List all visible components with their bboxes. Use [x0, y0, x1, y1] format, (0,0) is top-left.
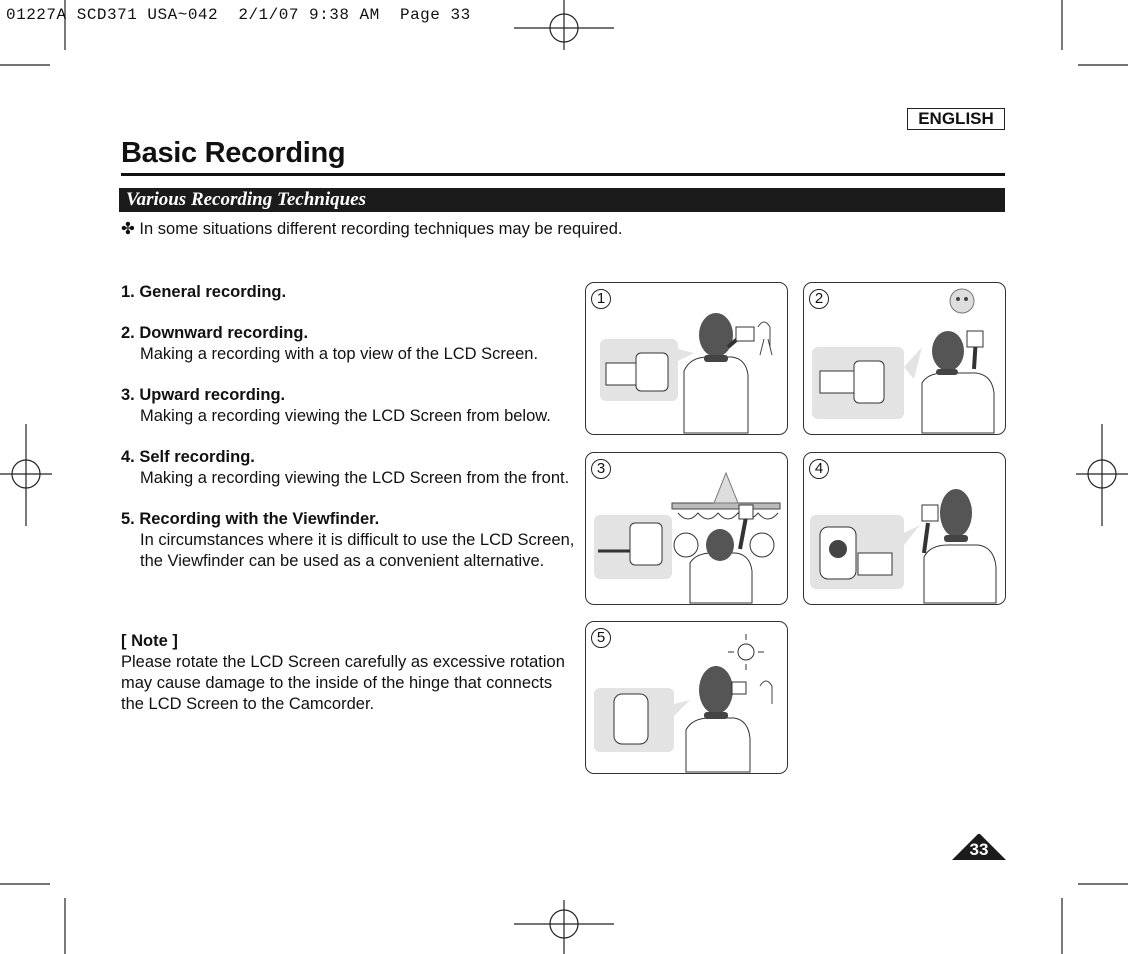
technique-desc: Making a recording viewing the LCD Screen from below. — [140, 407, 551, 425]
section-title: Various Recording Techniques — [126, 189, 367, 210]
section-bar — [119, 188, 1005, 212]
downward-recording-drawing — [804, 283, 1005, 434]
page-number: 33 — [969, 840, 989, 859]
illustration-number: 4 — [809, 459, 829, 479]
illustration-self — [803, 452, 1006, 605]
technique-heading: 2. Downward recording. — [121, 324, 309, 342]
bullet-icon: ✤ — [121, 220, 135, 238]
intro-line — [121, 219, 622, 239]
technique-item — [121, 447, 581, 489]
title-rule — [121, 173, 1005, 176]
note-line: may cause damage to the inside of the hinge that connects — [121, 674, 553, 692]
page-number-tab — [952, 834, 1006, 862]
illustration-number: 2 — [809, 289, 829, 309]
technique-heading: 4. Self recording. — [121, 448, 255, 466]
illustration-upward — [585, 452, 788, 605]
technique-heading: 3. Upward recording. — [121, 386, 286, 404]
technique-item — [121, 323, 581, 365]
illustration-viewfinder — [585, 621, 788, 774]
technique-list — [121, 282, 581, 592]
intro-text: In some situations different recording techniques may be required. — [139, 220, 623, 238]
illustration-general — [585, 282, 788, 435]
general-recording-drawing — [586, 283, 787, 434]
note-line: the LCD Screen to the Camcorder. — [121, 695, 375, 713]
language-badge: ENGLISH — [907, 108, 1005, 130]
upward-recording-drawing — [586, 453, 787, 604]
print-slug: 01227A SCD371 USA~042 2/1/07 9:38 AM Page 33 — [6, 6, 471, 24]
self-recording-drawing — [804, 453, 1005, 604]
technique-item — [121, 385, 581, 427]
technique-heading: 1. General recording. — [121, 283, 287, 301]
technique-desc: the Viewfinder can be used as a convenient alternative. — [140, 552, 545, 570]
note-line: Please rotate the LCD Screen carefully as excessive rotation — [121, 653, 565, 671]
illustration-number: 1 — [591, 289, 611, 309]
technique-desc: Making a recording with a top view of the LCD Screen. — [140, 345, 539, 363]
technique-desc: Making a recording viewing the LCD Screen from the front. — [140, 469, 570, 487]
technique-item — [121, 509, 581, 572]
illustration-number: 3 — [591, 459, 611, 479]
note-heading: [ Note ] — [121, 632, 178, 650]
viewfinder-recording-drawing — [586, 622, 787, 773]
note-block — [121, 631, 581, 715]
technique-heading: 5. Recording with the Viewfinder. — [121, 510, 380, 528]
illustration-number: 5 — [591, 628, 611, 648]
technique-desc: In circumstances where it is difficult to use the LCD Screen, — [140, 531, 575, 549]
technique-item — [121, 282, 581, 303]
illustration-downward — [803, 282, 1006, 435]
page-title: Basic Recording — [121, 137, 346, 169]
